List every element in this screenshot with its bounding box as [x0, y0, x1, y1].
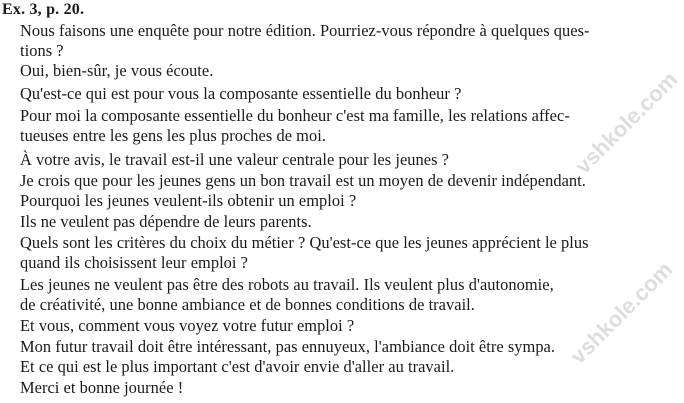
text-line: Pour moi la composante essentielle du bonheur c'est ma famille, les relations affec- [20, 106, 570, 125]
text-line: Merci et bonne journée ! [20, 378, 184, 397]
text-line: tueuses entre les gens les plus proches de moi. [20, 126, 326, 145]
exercise-heading: Ex. 3, p. 20. [2, 1, 85, 18]
text-line: À votre avis, le travail est-il une valeur centrale pour les jeunes ? [20, 150, 449, 169]
watermark: vshkole.com [565, 256, 678, 369]
text-line: Les jeunes ne veulent pas être des robots au travail. Ils veulent plus d'autonomie, [20, 275, 554, 294]
text-line: Ils ne veulent pas dépendre de leurs parents. [20, 212, 312, 231]
text-line: Quels sont les critères du choix du métier ? Qu'est-ce que les jeunes apprécient le plus [20, 233, 589, 252]
text-line: quand ils choisissent leur emploi ? [20, 253, 248, 272]
text-line: de créativité, une bonne ambiance et de bonnes conditions de travail. [20, 295, 475, 314]
text-line: Pourquoi les jeunes veulent-ils obtenir un emploi ? [20, 191, 357, 210]
text-line: Oui, bien-sûr, je vous écoute. [20, 61, 214, 80]
text-line: Je crois que pour les jeunes gens un bon travail est un moyen de devenir indépendant. [20, 171, 586, 190]
text-line: Et vous, comment vous voyez votre futur emploi ? [20, 316, 355, 335]
watermark: vshkole.com [570, 66, 683, 179]
text-line: tions ? [20, 41, 64, 60]
text-line: Nous faisons une enquête pour notre édition. Pourriez-vous répondre à quelques ques- [20, 21, 590, 40]
text-line: Et ce qui est le plus important c'est d'avoir envie d'aller au travail. [20, 357, 455, 376]
text-line: Qu'est-ce qui est pour vous la composante essentielle du bonheur ? [20, 84, 462, 103]
text-line: Mon futur travail doit être intéressant, pas ennuyeux, l'ambiance doit être sympa. [20, 337, 556, 356]
